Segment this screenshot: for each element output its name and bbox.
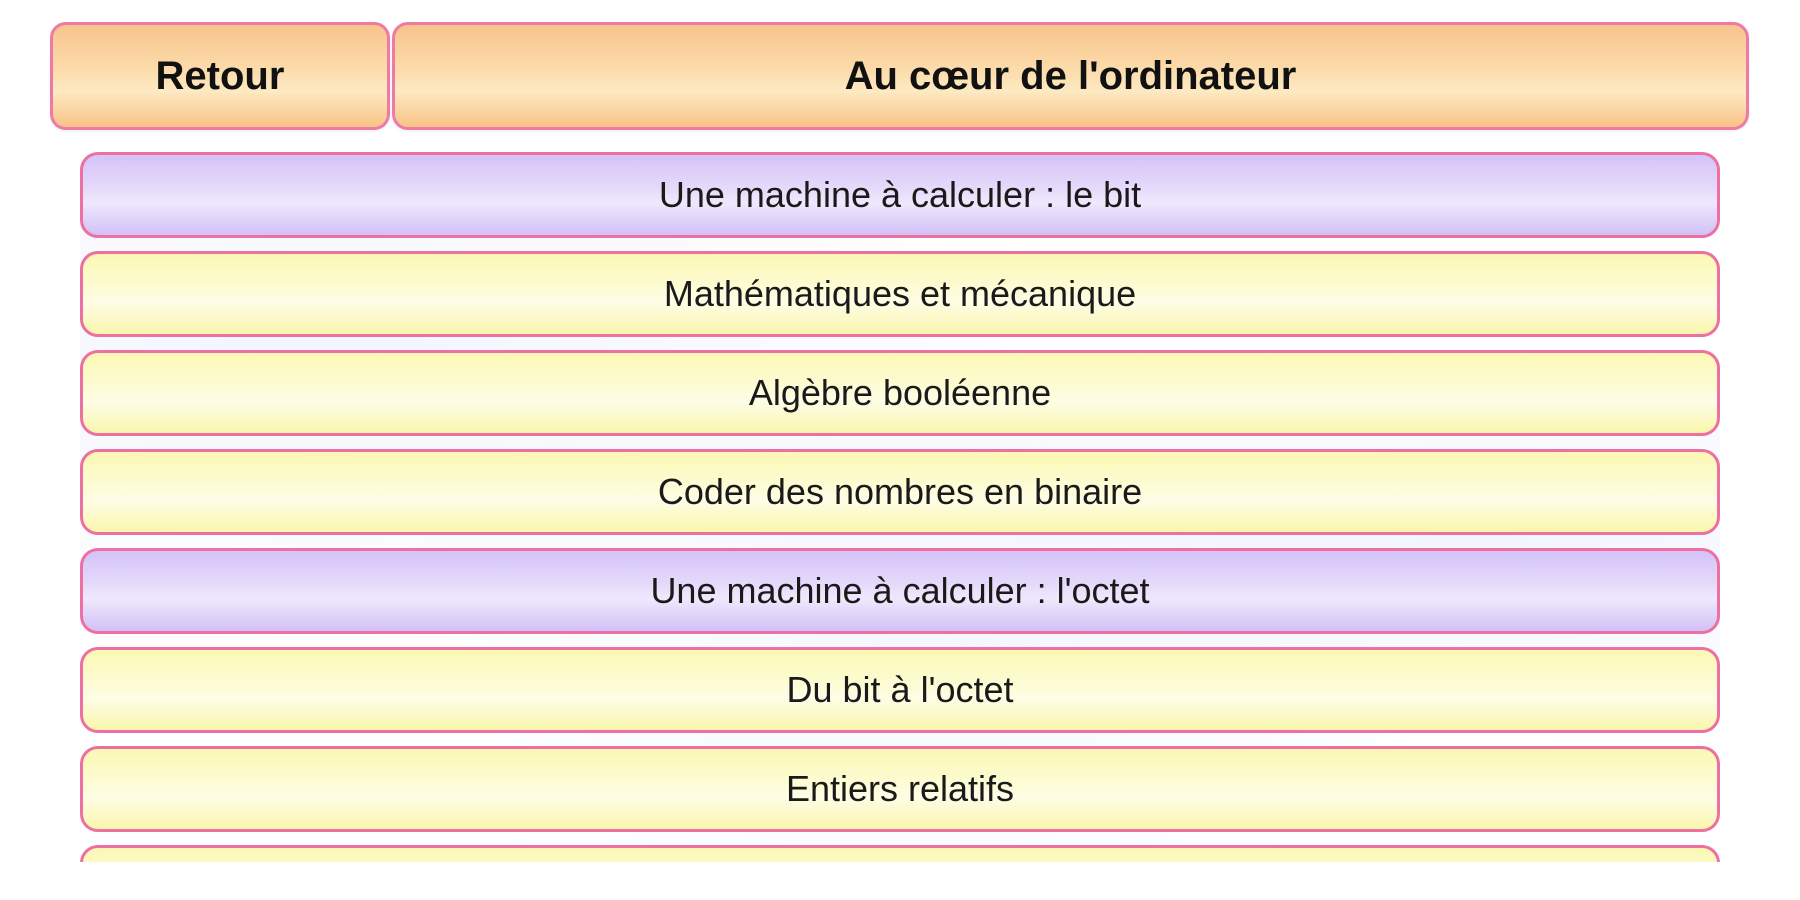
list-item-entiers-relatifs[interactable]: Entiers relatifs bbox=[80, 746, 1720, 832]
list-item-bit-octet[interactable]: Du bit à l'octet bbox=[80, 647, 1720, 733]
list-item-bit[interactable]: Une machine à calculer : le bit bbox=[80, 152, 1720, 238]
list-item-mathematiques-mecanique[interactable]: Mathématiques et mécanique bbox=[80, 251, 1720, 337]
chapter-list bbox=[80, 152, 1720, 862]
list-item-octet[interactable]: Une machine à calculer : l'octet bbox=[80, 548, 1720, 634]
back-button[interactable]: Retour bbox=[50, 22, 390, 130]
list-item-coder-binaire[interactable]: Coder des nombres en binaire bbox=[80, 449, 1720, 535]
list-item-partial[interactable] bbox=[80, 845, 1720, 862]
page-title: Au cœur de l'ordinateur bbox=[392, 22, 1749, 130]
list-item-algebre-booleenne[interactable]: Algèbre booléenne bbox=[80, 350, 1720, 436]
